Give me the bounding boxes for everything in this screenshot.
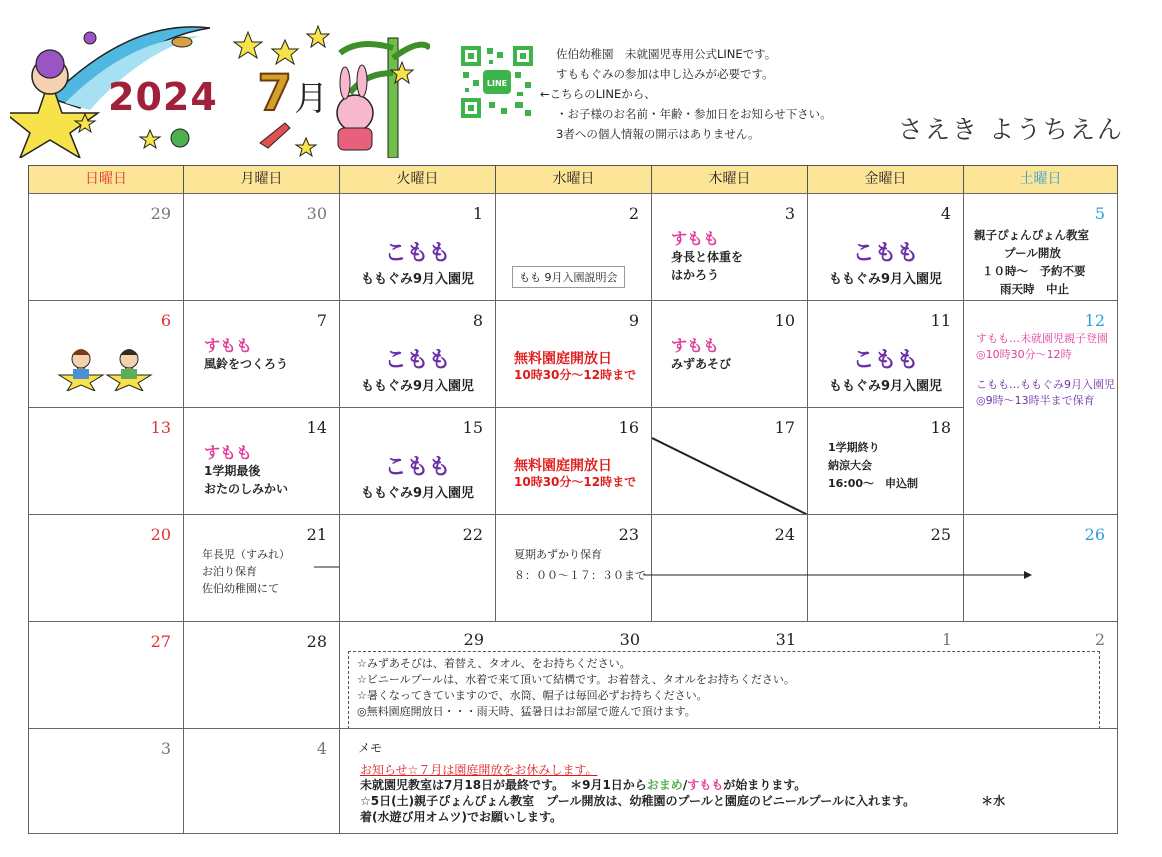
day-number: 30 [619, 630, 640, 649]
weekday-sun: 日曜日 [28, 165, 184, 194]
day-number: 1 [472, 204, 483, 223]
day-number: 21 [306, 525, 327, 544]
day-number: 20 [150, 525, 171, 544]
month-unit: 月 [294, 79, 329, 119]
event-text: プール開放 [1004, 246, 1061, 260]
free-day-title: 無料園庭開放日 [514, 458, 612, 474]
event-text: 身長と体重を [671, 250, 744, 264]
weekday-tue: 火曜日 [339, 165, 496, 194]
day-cell[interactable] [495, 514, 652, 622]
bunny-icon [337, 95, 373, 131]
day-number: 10 [774, 311, 795, 330]
notes-box [348, 651, 1100, 729]
event-text: こもも…ももぐみ9月入園児 [976, 378, 1115, 391]
event-text: みずあそび [671, 357, 732, 371]
day-number: 17 [774, 418, 795, 437]
komomo-label: こもも [384, 241, 451, 266]
day-number: 22 [462, 525, 483, 544]
weekday-thu: 木曜日 [651, 165, 808, 194]
event-text: ◎10時30分～12時 [976, 348, 1072, 361]
free-day-label [514, 458, 636, 490]
day-number: 13 [150, 418, 171, 437]
event-text: すもも…未就園児親子登園 [976, 332, 1108, 345]
day-cell[interactable] [28, 621, 184, 729]
star-icon [296, 138, 316, 156]
komomo-label: こもも [852, 241, 919, 266]
note-line: ☆ビニールプールは、水着で来て頂いて結構です。お着替え、タオルをお持ちください。 [357, 673, 795, 686]
event-text: はかろう [671, 268, 720, 282]
free-day-title: 無料園庭開放日 [514, 351, 612, 367]
day-number: 18 [930, 418, 951, 437]
day-cell[interactable] [183, 621, 340, 729]
day-number: 3 [160, 739, 171, 758]
day-number: 6 [160, 311, 171, 330]
event-text: １０時～ 予約不要 [982, 264, 1086, 278]
day-number: 28 [306, 632, 327, 651]
star-icon [307, 26, 329, 47]
day-cell[interactable] [963, 407, 1118, 515]
event-text: 年長児（すみれ） [202, 548, 290, 561]
event-text: ◎9時～13時半まで保育 [976, 394, 1095, 407]
memo-line: 着(水遊び用オムツ)でお願いします。 [360, 810, 563, 824]
weekday-fri: 金曜日 [807, 165, 964, 194]
day-number: 4 [940, 204, 951, 223]
event-text: 風鈴をつくろう [204, 357, 289, 371]
day-cell[interactable] [807, 193, 964, 301]
day-number: 16 [618, 418, 639, 437]
line-info [540, 44, 832, 144]
weekday-sat: 土曜日 [963, 165, 1118, 194]
day-number: 26 [1084, 525, 1105, 544]
event-text: おたのしみかい [204, 482, 289, 496]
day-cell[interactable] [183, 728, 340, 834]
event-text: 雨天時 中止 [1000, 282, 1069, 296]
day-number: 7 [316, 311, 327, 330]
day-number: 30 [306, 204, 327, 223]
day-number: 31 [775, 630, 796, 649]
day-cell[interactable] [495, 193, 652, 301]
memo-text: 未就園児教室は7月18日が最終です。 ＊9月1日から [360, 778, 647, 792]
day-number: 2 [1094, 630, 1105, 649]
line-info-4: ・お子様のお名前・年齢・参加日をお知らせ下さい。 [556, 107, 832, 121]
momogumi-label: ももぐみ9月入園児 [360, 486, 475, 501]
day-cell[interactable] [183, 193, 340, 301]
star-icon [234, 32, 262, 58]
day-cell[interactable] [807, 407, 964, 515]
year-month-title [108, 64, 328, 122]
day-cell[interactable] [807, 300, 964, 408]
event-text: 1学期最後 [204, 464, 261, 478]
event-text: 16:00～ 申込制 [828, 477, 919, 490]
momo-setsumei-label: もも 9月入園説明会 [512, 266, 625, 288]
kindergarten-logo: さえき ようちえん [898, 115, 1124, 144]
weekday-wed: 水曜日 [495, 165, 652, 194]
weekday-mon: 月曜日 [183, 165, 340, 194]
day-number: 12 [1084, 311, 1105, 330]
free-day-time: 10時30分～12時まで [514, 475, 637, 489]
day-number: 25 [930, 525, 951, 544]
event-text: 1学期終り [828, 441, 880, 454]
sumomo-label: すもも [204, 443, 253, 462]
kids-icon [57, 341, 153, 391]
omame-label: おまめ [646, 778, 683, 792]
rocket-icon [260, 123, 290, 148]
year: 2024 [108, 75, 218, 119]
note-line: ☆暑くなってきていますので、水筒、帽子は毎回必ずお持ちください。 [357, 689, 708, 702]
sumomo-label: すもも [671, 336, 720, 355]
day-number: 2 [628, 204, 639, 223]
momogumi-label: ももぐみ9月入園児 [360, 379, 475, 394]
day-cell[interactable] [183, 514, 340, 622]
free-day-label [514, 351, 636, 383]
event-text: 夏期あずかり保育 [514, 548, 602, 561]
day-cell[interactable] [807, 514, 964, 622]
note-line: ◎無料園庭開放日・・・雨天時、猛暑日はお部屋で遊んで頂けます。 [357, 705, 696, 718]
day-cell[interactable] [651, 514, 808, 622]
star-icon [140, 130, 160, 148]
sumomo-label: すもも [687, 778, 724, 792]
memo-text: / [682, 778, 688, 792]
planet-icon [171, 129, 189, 147]
day-cell[interactable] [651, 300, 808, 408]
day-cell[interactable] [495, 407, 652, 515]
komomo-label: こもも [384, 455, 451, 480]
day-cell[interactable] [28, 407, 184, 515]
day-cell[interactable] [183, 407, 340, 515]
komomo-label: こもも [852, 348, 919, 373]
day-number: 27 [150, 632, 171, 651]
day-cell[interactable] [963, 193, 1118, 301]
line-info-3: ←こちらのLINEから、 [540, 87, 656, 101]
momogumi-label: ももぐみ9月入園児 [828, 379, 943, 394]
day-cell[interactable] [651, 193, 808, 301]
sumomo-label: すもも [204, 336, 253, 355]
day-number: 9 [628, 311, 639, 330]
day-number: 24 [774, 525, 795, 544]
day-cell[interactable] [651, 407, 808, 515]
day-cell[interactable] [339, 407, 496, 515]
event-text: お泊り保育 [202, 565, 257, 578]
day-number: 3 [784, 204, 795, 223]
komomo-label: こもも [384, 348, 451, 373]
day-cell[interactable] [339, 193, 496, 301]
momogumi-label: ももぐみ9月入園児 [360, 272, 475, 287]
memo-label: メモ [358, 741, 383, 755]
momogumi-label: ももぐみ9月入園児 [828, 272, 943, 287]
line-info-5: 3者への個人情報の開示はありません。 [556, 127, 760, 141]
line-info-2: すももぐみの参加は申し込みが必要です。 [556, 67, 774, 81]
day-number: 8 [472, 311, 483, 330]
day-cell[interactable] [28, 193, 184, 301]
day-cell[interactable] [963, 300, 1118, 408]
day-cell[interactable] [28, 728, 184, 834]
day-cell[interactable] [28, 514, 184, 622]
day-cell[interactable] [963, 514, 1118, 622]
day-cell[interactable] [339, 514, 496, 622]
day-number: 23 [618, 525, 639, 544]
day-number: 1 [941, 630, 952, 649]
note-line: ☆みずあそびは、着替え、タオル、をお持ちください。 [357, 657, 631, 670]
star-icon [272, 40, 298, 64]
event-text: 親子ぴょんぴょん教室 [974, 228, 1089, 242]
day-cell[interactable] [495, 300, 652, 408]
sumomo-label: すもも [671, 229, 720, 248]
memo-area[interactable] [339, 728, 1118, 834]
memo-line [360, 776, 806, 793]
day-number: 5 [1094, 204, 1105, 223]
month: 7 [257, 64, 293, 122]
event-text: 納涼大会 [828, 459, 872, 472]
day-number: 29 [463, 630, 484, 649]
memo-text: が始まります。 [723, 778, 807, 792]
qr-line-label: LINE [486, 79, 508, 88]
free-day-time: 10時30分～12時まで [514, 368, 637, 382]
event-text: 佐伯幼稚園にて [202, 582, 279, 595]
ufo-icon [172, 37, 192, 47]
day-cell[interactable] [339, 300, 496, 408]
arrow-icon [644, 569, 1044, 581]
day-cell[interactable] [28, 300, 184, 408]
day-cell[interactable] [183, 300, 340, 408]
line-info-1: 佐伯幼稚園 未就園児専用公式LINEです。 [556, 47, 777, 61]
day-number: 14 [306, 418, 327, 437]
day-number: 29 [150, 204, 171, 223]
event-text: ８：００～１７：３０まで [514, 569, 646, 582]
closed-day-slash [652, 408, 809, 516]
line-qr-code[interactable] [459, 44, 535, 120]
day-number: 11 [930, 311, 951, 330]
memo-line: ☆5日(土)親子ぴょんぴょん教室 プール開放は、幼稚園のプールと園庭のビニールプールに入れます。 ＊水 [360, 794, 1006, 808]
day-number: 15 [462, 418, 483, 437]
memo-notice: お知らせ☆７月は園庭開放をお休みします。 [360, 763, 598, 777]
day-number: 4 [316, 739, 327, 758]
